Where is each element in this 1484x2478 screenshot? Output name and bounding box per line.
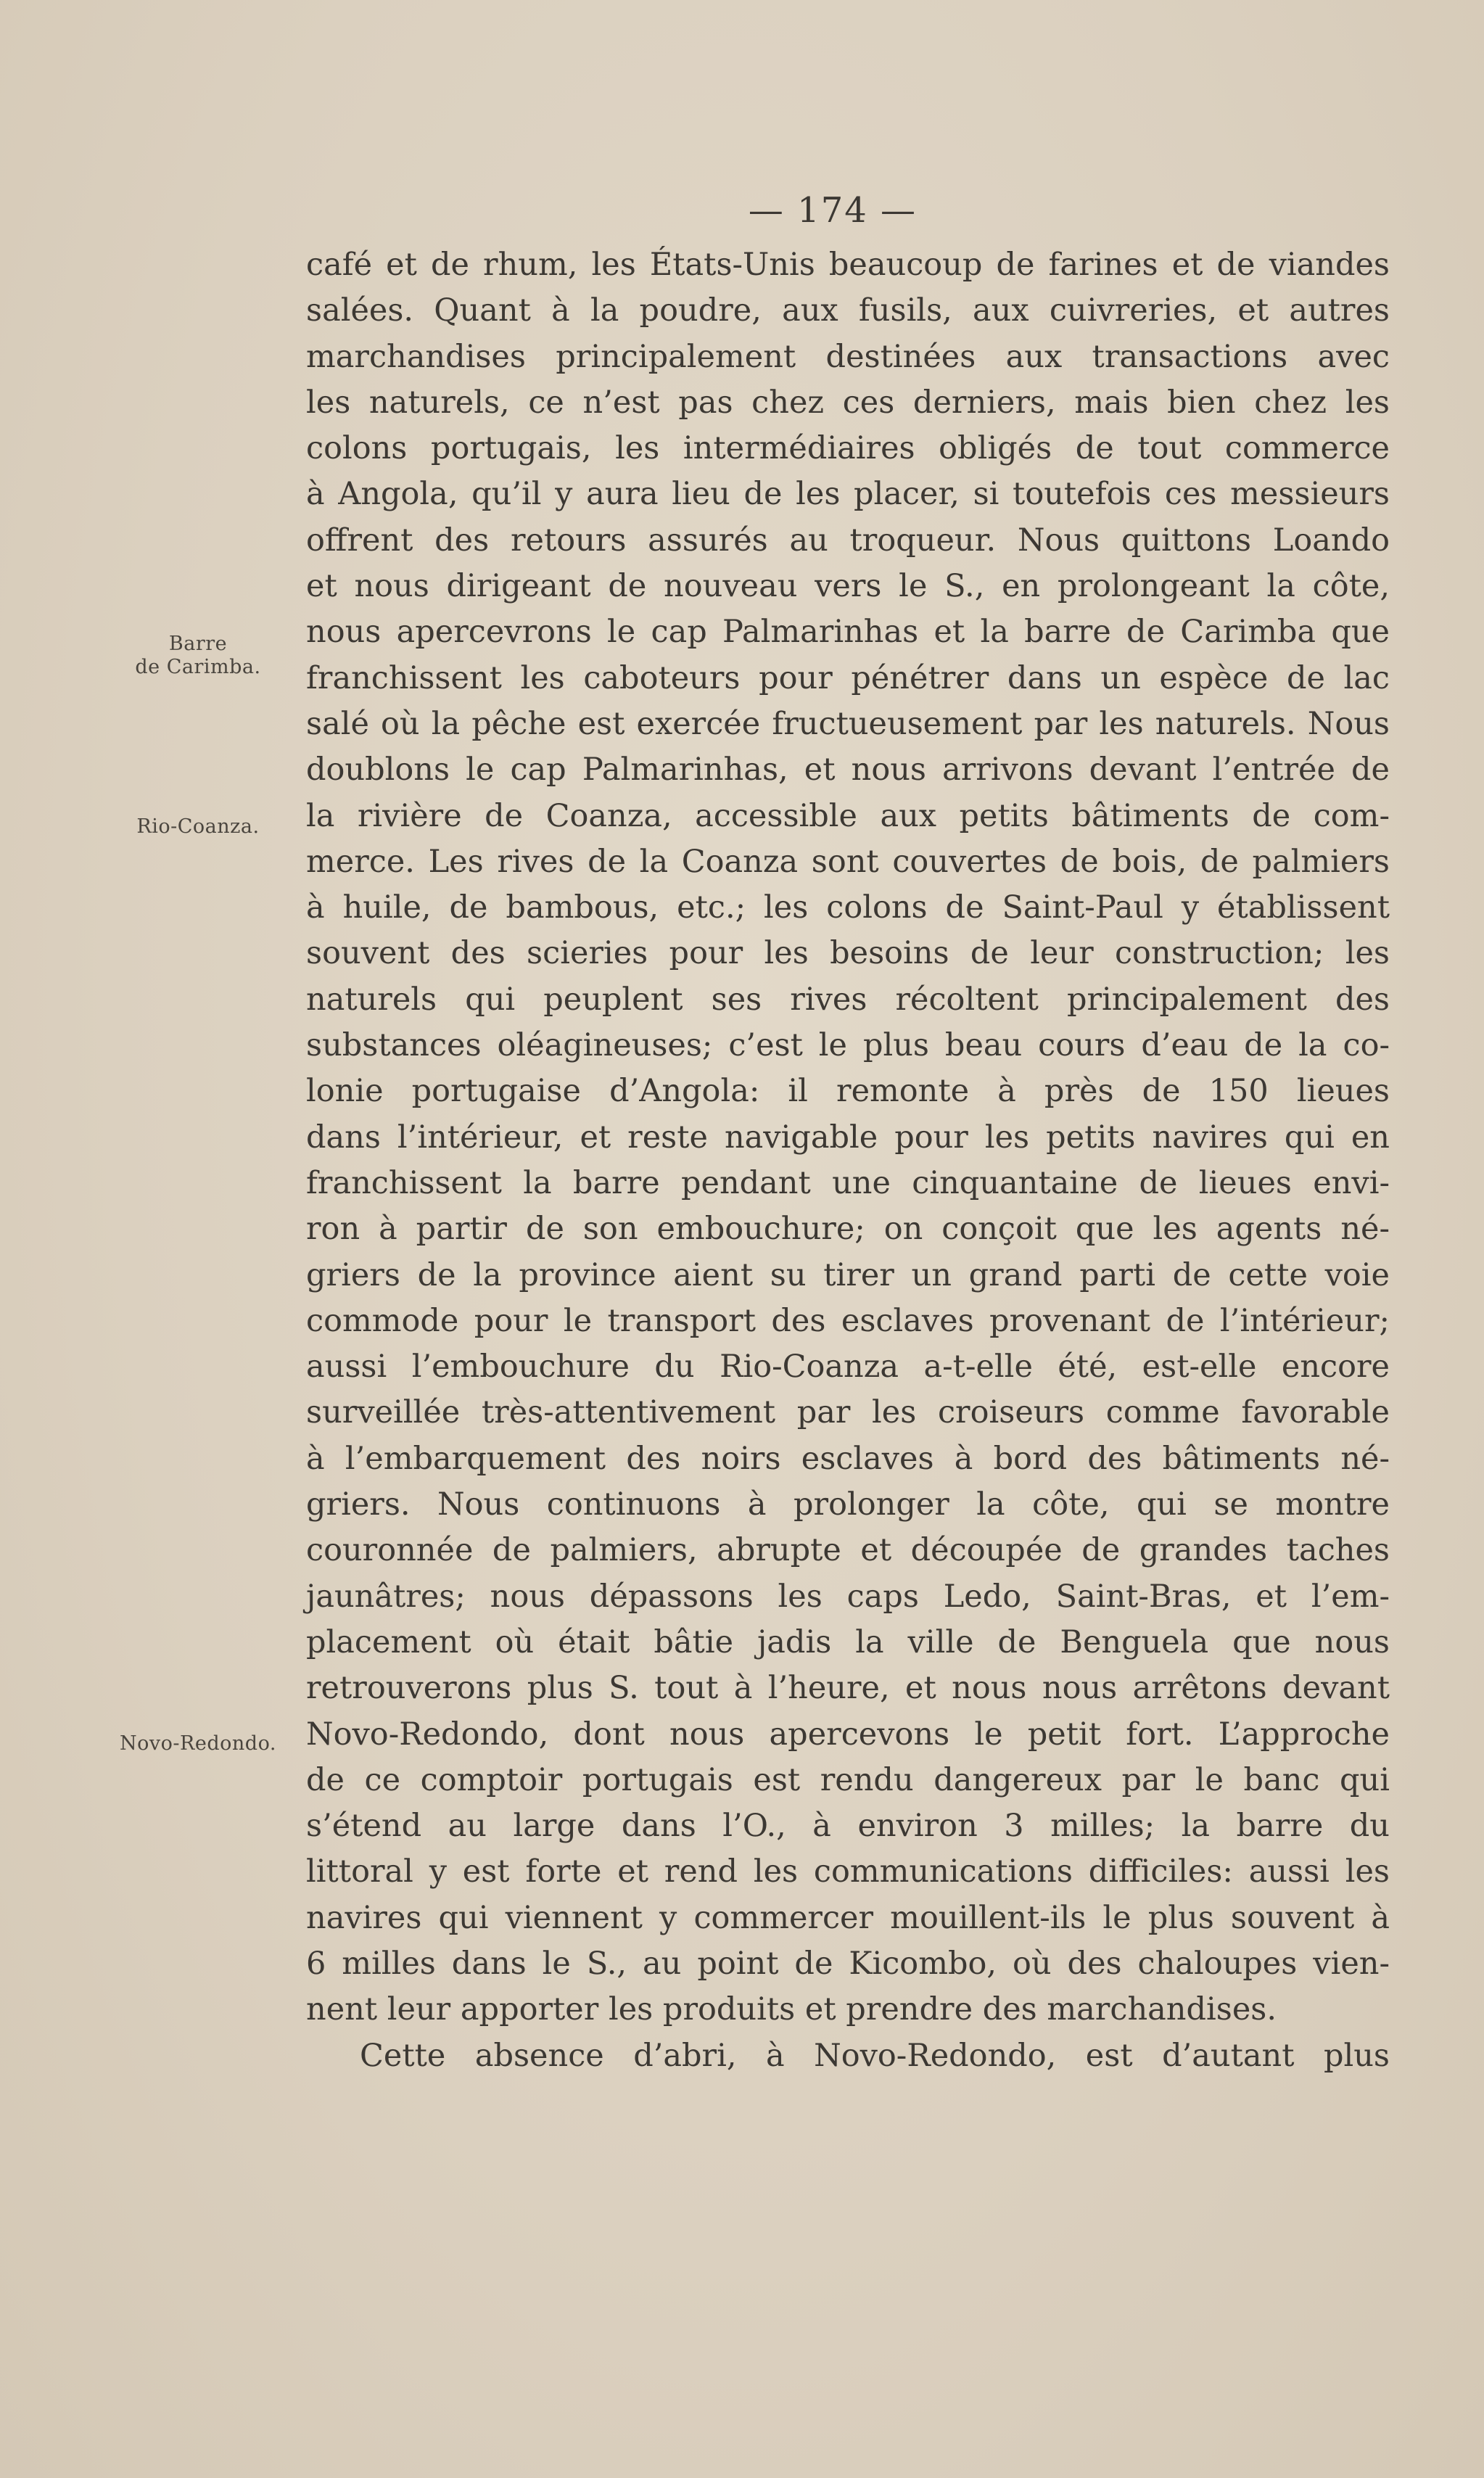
margin-note-rio-coanza — [107, 815, 289, 839]
text-line: ron à partir de son embouchure; on conçoit que les agents né- — [306, 1211, 1390, 1248]
margin-note-line: Barre — [168, 633, 228, 655]
text-line: colons portugais, les intermédiaires obligés de tout commerce — [306, 430, 1390, 467]
text-line: lonie portugaise d’Angola: il remonte à près de 150 lieues — [306, 1073, 1390, 1110]
text-line: nent leur apporter les produits et prendre des marchandises. — [306, 1991, 1277, 2028]
text-line: café et de rhum, les États-Unis beaucoup de farines et de viandes — [306, 247, 1390, 283]
text-line: la rivière de Coanza, accessible aux petits bâtiments de com- — [306, 797, 1390, 834]
text-line: et nous dirigeant de nouveau vers le S., en prolongeant la côte, — [306, 568, 1390, 605]
text-line: les naturels, ce n’est pas chez ces derniers, mais bien chez les — [306, 384, 1390, 421]
text-line: nous apercevrons le cap Palmarinhas et la barre de Carimba que — [306, 614, 1390, 651]
text-line: souvent des scieries pour les besoins de leur construction; les — [306, 935, 1390, 972]
text-line: à Angola, qu’il y aura lieu de les placer, si toutefois ces messieurs — [306, 476, 1390, 513]
text-line: marchandises principalement destinées aux transactions avec — [306, 338, 1390, 375]
text-line: doublons le cap Palmarinhas, et nous arrivons devant l’entrée de — [306, 752, 1390, 789]
text-line: littoral y est forte et rend les communications difficiles: aussi les — [306, 1853, 1390, 1890]
text-line: 6 milles dans le S., au point de Kicombo, où des chaloupes vien- — [306, 1945, 1390, 1982]
text-line: Novo-Redondo, dont nous apercevons le petit fort. L’approche — [306, 1716, 1390, 1753]
text-line: dans l’intérieur, et reste navigable pour les petits navires qui en — [306, 1119, 1390, 1156]
margin-note-line: Novo-Redondo. — [120, 1732, 276, 1755]
text-line: franchissent la barre pendant une cinquantaine de lieues envi- — [306, 1164, 1390, 1201]
page-number: — 174 — — [748, 190, 918, 231]
text-line: s’étend au large dans l’O., à environ 3 milles; la barre du — [306, 1808, 1390, 1845]
text-line: Cette absence d’abri, à Novo-Redondo, est d’autant plus — [360, 2037, 1390, 2074]
text-line: salées. Quant à la poudre, aux fusils, aux cuivreries, et autres — [306, 292, 1390, 329]
text-line: de ce comptoir portugais est rendu dangereux par le banc qui — [306, 1761, 1390, 1798]
text-line: surveillée très-attentivement par les croiseurs comme favorable — [306, 1394, 1390, 1431]
text-line: griers de la province aient su tirer un grand parti de cette voie — [306, 1256, 1390, 1293]
margin-note-novo-redondo — [107, 1732, 289, 1755]
text-line: griers. Nous continuons à prolonger la côte, qui se montre — [306, 1486, 1390, 1523]
text-line: retrouverons plus S. tout à l’heure, et nous nous arrêtons devant — [306, 1670, 1390, 1707]
text-line: aussi l’embouchure du Rio-Coanza a-t-elle été, est-elle encore — [306, 1349, 1390, 1386]
text-line: à huile, de bambous, etc.; les colons de Saint-Paul y établissent — [306, 889, 1390, 926]
text-line: naturels qui peuplent ses rives récoltent principalement des — [306, 981, 1390, 1018]
text-line: franchissent les caboteurs pour pénétrer dans un espèce de lac — [306, 659, 1390, 696]
text-line: substances oléagineuses; c’est le plus beau cours d’eau de la co- — [306, 1027, 1390, 1064]
text-line: salé où la pêche est exercée fructueusement par les naturels. Nous — [306, 705, 1390, 742]
text-line: placement où était bâtie jadis la ville de Benguela que nous — [306, 1623, 1390, 1660]
body-text — [306, 242, 1390, 2079]
text-line: navires qui viennent y commercer mouillent-ils le plus souvent à — [306, 1899, 1390, 1936]
text-line: commode pour le transport des esclaves provenant de l’intérieur; — [306, 1302, 1390, 1339]
text-line: jaunâtres; nous dépassons les caps Ledo, Saint-Bras, et l’em- — [306, 1578, 1390, 1615]
margin-note-line: Rio-Coanza. — [136, 815, 260, 838]
text-line: offrent des retours assurés au troqueur. Nous quittons Loando — [306, 522, 1390, 559]
text-line: à l’embarquement des noirs esclaves à bord des bâtiments né- — [306, 1440, 1390, 1477]
margin-note-line: de Carimba. — [135, 656, 261, 678]
text-line: couronnée de palmiers, abrupte et découpée de grandes taches — [306, 1532, 1390, 1569]
margin-note-barre-de-carimba — [107, 633, 289, 679]
text-line: merce. Les rives de la Coanza sont couvertes de bois, de palmiers — [306, 843, 1390, 880]
